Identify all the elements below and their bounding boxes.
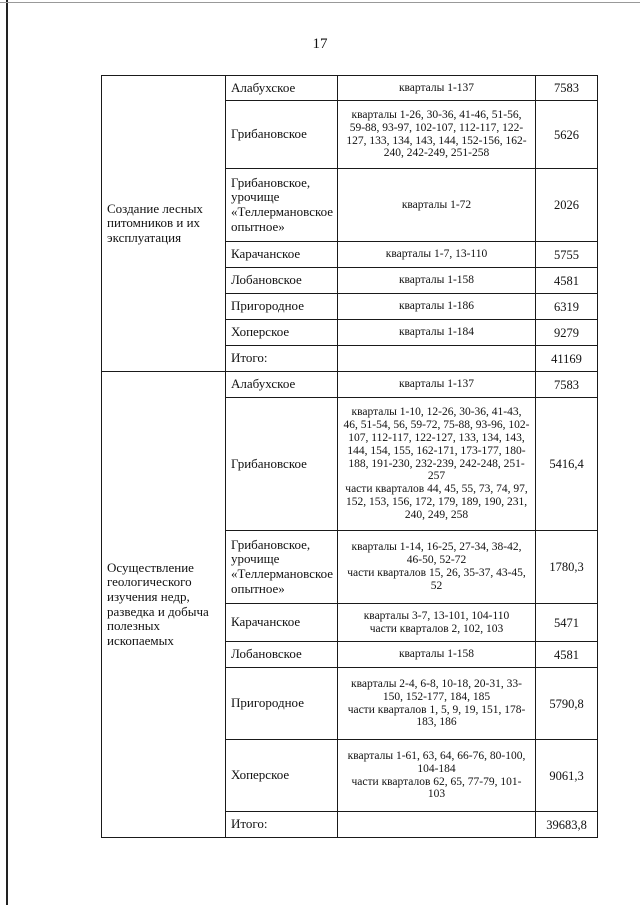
forestry-cell: Карачанское — [226, 242, 338, 268]
total-value: 41169 — [536, 346, 598, 372]
partial-quarters-line: части кварталов 2, 102, 103 — [369, 622, 504, 635]
area-cell: 1780,3 — [536, 531, 598, 604]
quarters-line: кварталы 1-72 — [401, 198, 472, 211]
forestry-cell: Пригородное — [226, 668, 338, 740]
area-cell: 4581 — [536, 642, 598, 668]
forestry-cell: Грибановское — [226, 398, 338, 531]
quarters-cell — [338, 169, 536, 242]
quarters-line: кварталы 1-14, 16-25, 27-34, 38-42, 46-50, 52-72 — [351, 541, 522, 567]
area-cell: 6319 — [536, 294, 598, 320]
total-value: 39683,8 — [536, 812, 598, 838]
quarters-cell — [338, 372, 536, 398]
partial-quarters-line: части кварталов 62, 65, 77-79, 101-103 — [351, 775, 522, 801]
quarters-cell — [338, 668, 536, 740]
quarters-line: кварталы 1-137 — [398, 81, 475, 94]
forestry-cell: Лобановское — [226, 642, 338, 668]
forestry-cell: Лобановское — [226, 268, 338, 294]
area-cell: 5626 — [536, 101, 598, 169]
quarters-line: кварталы 1-26, 30-36, 41-46, 51-56, 59-88, 93-97, 102-107, 112-117, 122-127, 133, 134, 143, 144, 152-156, 162-240, 242-249, 251-258 — [346, 108, 527, 160]
quarters-cell — [338, 268, 536, 294]
forestry-cell: Грибановское, урочище «Теллермановское опытное» — [226, 531, 338, 604]
table-row — [102, 372, 598, 398]
area-cell: 5790,8 — [536, 668, 598, 740]
page-number: 17 — [312, 36, 328, 52]
quarters-cell — [338, 398, 536, 531]
table-row — [102, 76, 598, 101]
empty-cell — [338, 346, 536, 372]
quarters-cell — [338, 320, 536, 346]
forestry-cell: Грибановское, урочище «Теллермановское опытное» — [226, 169, 338, 242]
quarters-line: кварталы 3-7, 13-101, 104-110 — [363, 609, 510, 622]
empty-cell — [338, 812, 536, 838]
area-cell: 5416,4 — [536, 398, 598, 531]
quarters-cell — [338, 294, 536, 320]
quarters-cell — [338, 740, 536, 812]
scan-left-edge — [6, 0, 8, 905]
total-label: Итого: — [226, 812, 338, 838]
forestry-cell: Алабухское — [226, 76, 338, 101]
forestry-cell: Хоперское — [226, 740, 338, 812]
forestry-cell: Пригородное — [226, 294, 338, 320]
forestry-cell: Грибановское — [226, 101, 338, 169]
forestry-cell: Хоперское — [226, 320, 338, 346]
quarters-line: кварталы 1-7, 13-110 — [385, 248, 488, 261]
forestry-cell: Алабухское — [226, 372, 338, 398]
quarters-line: кварталы 1-186 — [398, 300, 475, 313]
quarters-cell — [338, 101, 536, 169]
area-cell: 4581 — [536, 268, 598, 294]
forestry-cell: Карачанское — [226, 604, 338, 642]
quarters-line: кварталы 1-137 — [398, 378, 475, 391]
area-cell: 2026 — [536, 169, 598, 242]
quarters-line: кварталы 1-184 — [398, 326, 475, 339]
partial-quarters-line: части кварталов 44, 45, 55, 73, 74, 97, 152, 153, 156, 172, 179, 189, 190, 231, 240, 249, 258 — [345, 483, 528, 522]
area-cell: 9061,3 — [536, 740, 598, 812]
quarters-cell — [338, 531, 536, 604]
quarters-line: кварталы 1-158 — [398, 274, 475, 287]
activity-cell: Создание лесных питомников и их эксплуатация — [102, 76, 226, 372]
activity-cell: Осуществление геологического изучения недр, разведка и добыча полезных ископаемых — [102, 372, 226, 838]
partial-quarters-line: части кварталов 15, 26, 35-37, 43-45, 52 — [347, 567, 526, 592]
quarters-cell — [338, 242, 536, 268]
quarters-line: кварталы 1-10, 12-26, 30-36, 41-43, 46, 51-54, 56, 59-72, 75-88, 93-96, 102-107, 112-117, 122-127, 133, 134, 143, 144, 154, 155, 162-171, 173-177, 180-188, 191-230, 232-239, 242-248, 251-257 — [343, 406, 530, 483]
partial-quarters-line: части кварталов 1, 5, 9, 19, 151, 178-183, 186 — [347, 703, 526, 729]
area-cell: 5755 — [536, 242, 598, 268]
quarters-line: кварталы 2-4, 6-8, 10-18, 20-31, 33-150, 152-177, 184, 185 — [351, 677, 522, 703]
area-cell: 7583 — [536, 372, 598, 398]
area-cell: 9279 — [536, 320, 598, 346]
scan-top-edge — [0, 2, 640, 3]
area-cell: 7583 — [536, 76, 598, 101]
area-cell: 5471 — [536, 604, 598, 642]
quarters-cell — [338, 76, 536, 101]
quarters-cell — [338, 642, 536, 668]
quarters-line: кварталы 1-158 — [398, 648, 475, 661]
quarters-cell — [338, 604, 536, 642]
forestry-table — [101, 75, 598, 838]
total-label: Итого: — [226, 346, 338, 372]
quarters-line: кварталы 1-61, 63, 64, 66-76, 80-100, 104-184 — [347, 749, 526, 775]
